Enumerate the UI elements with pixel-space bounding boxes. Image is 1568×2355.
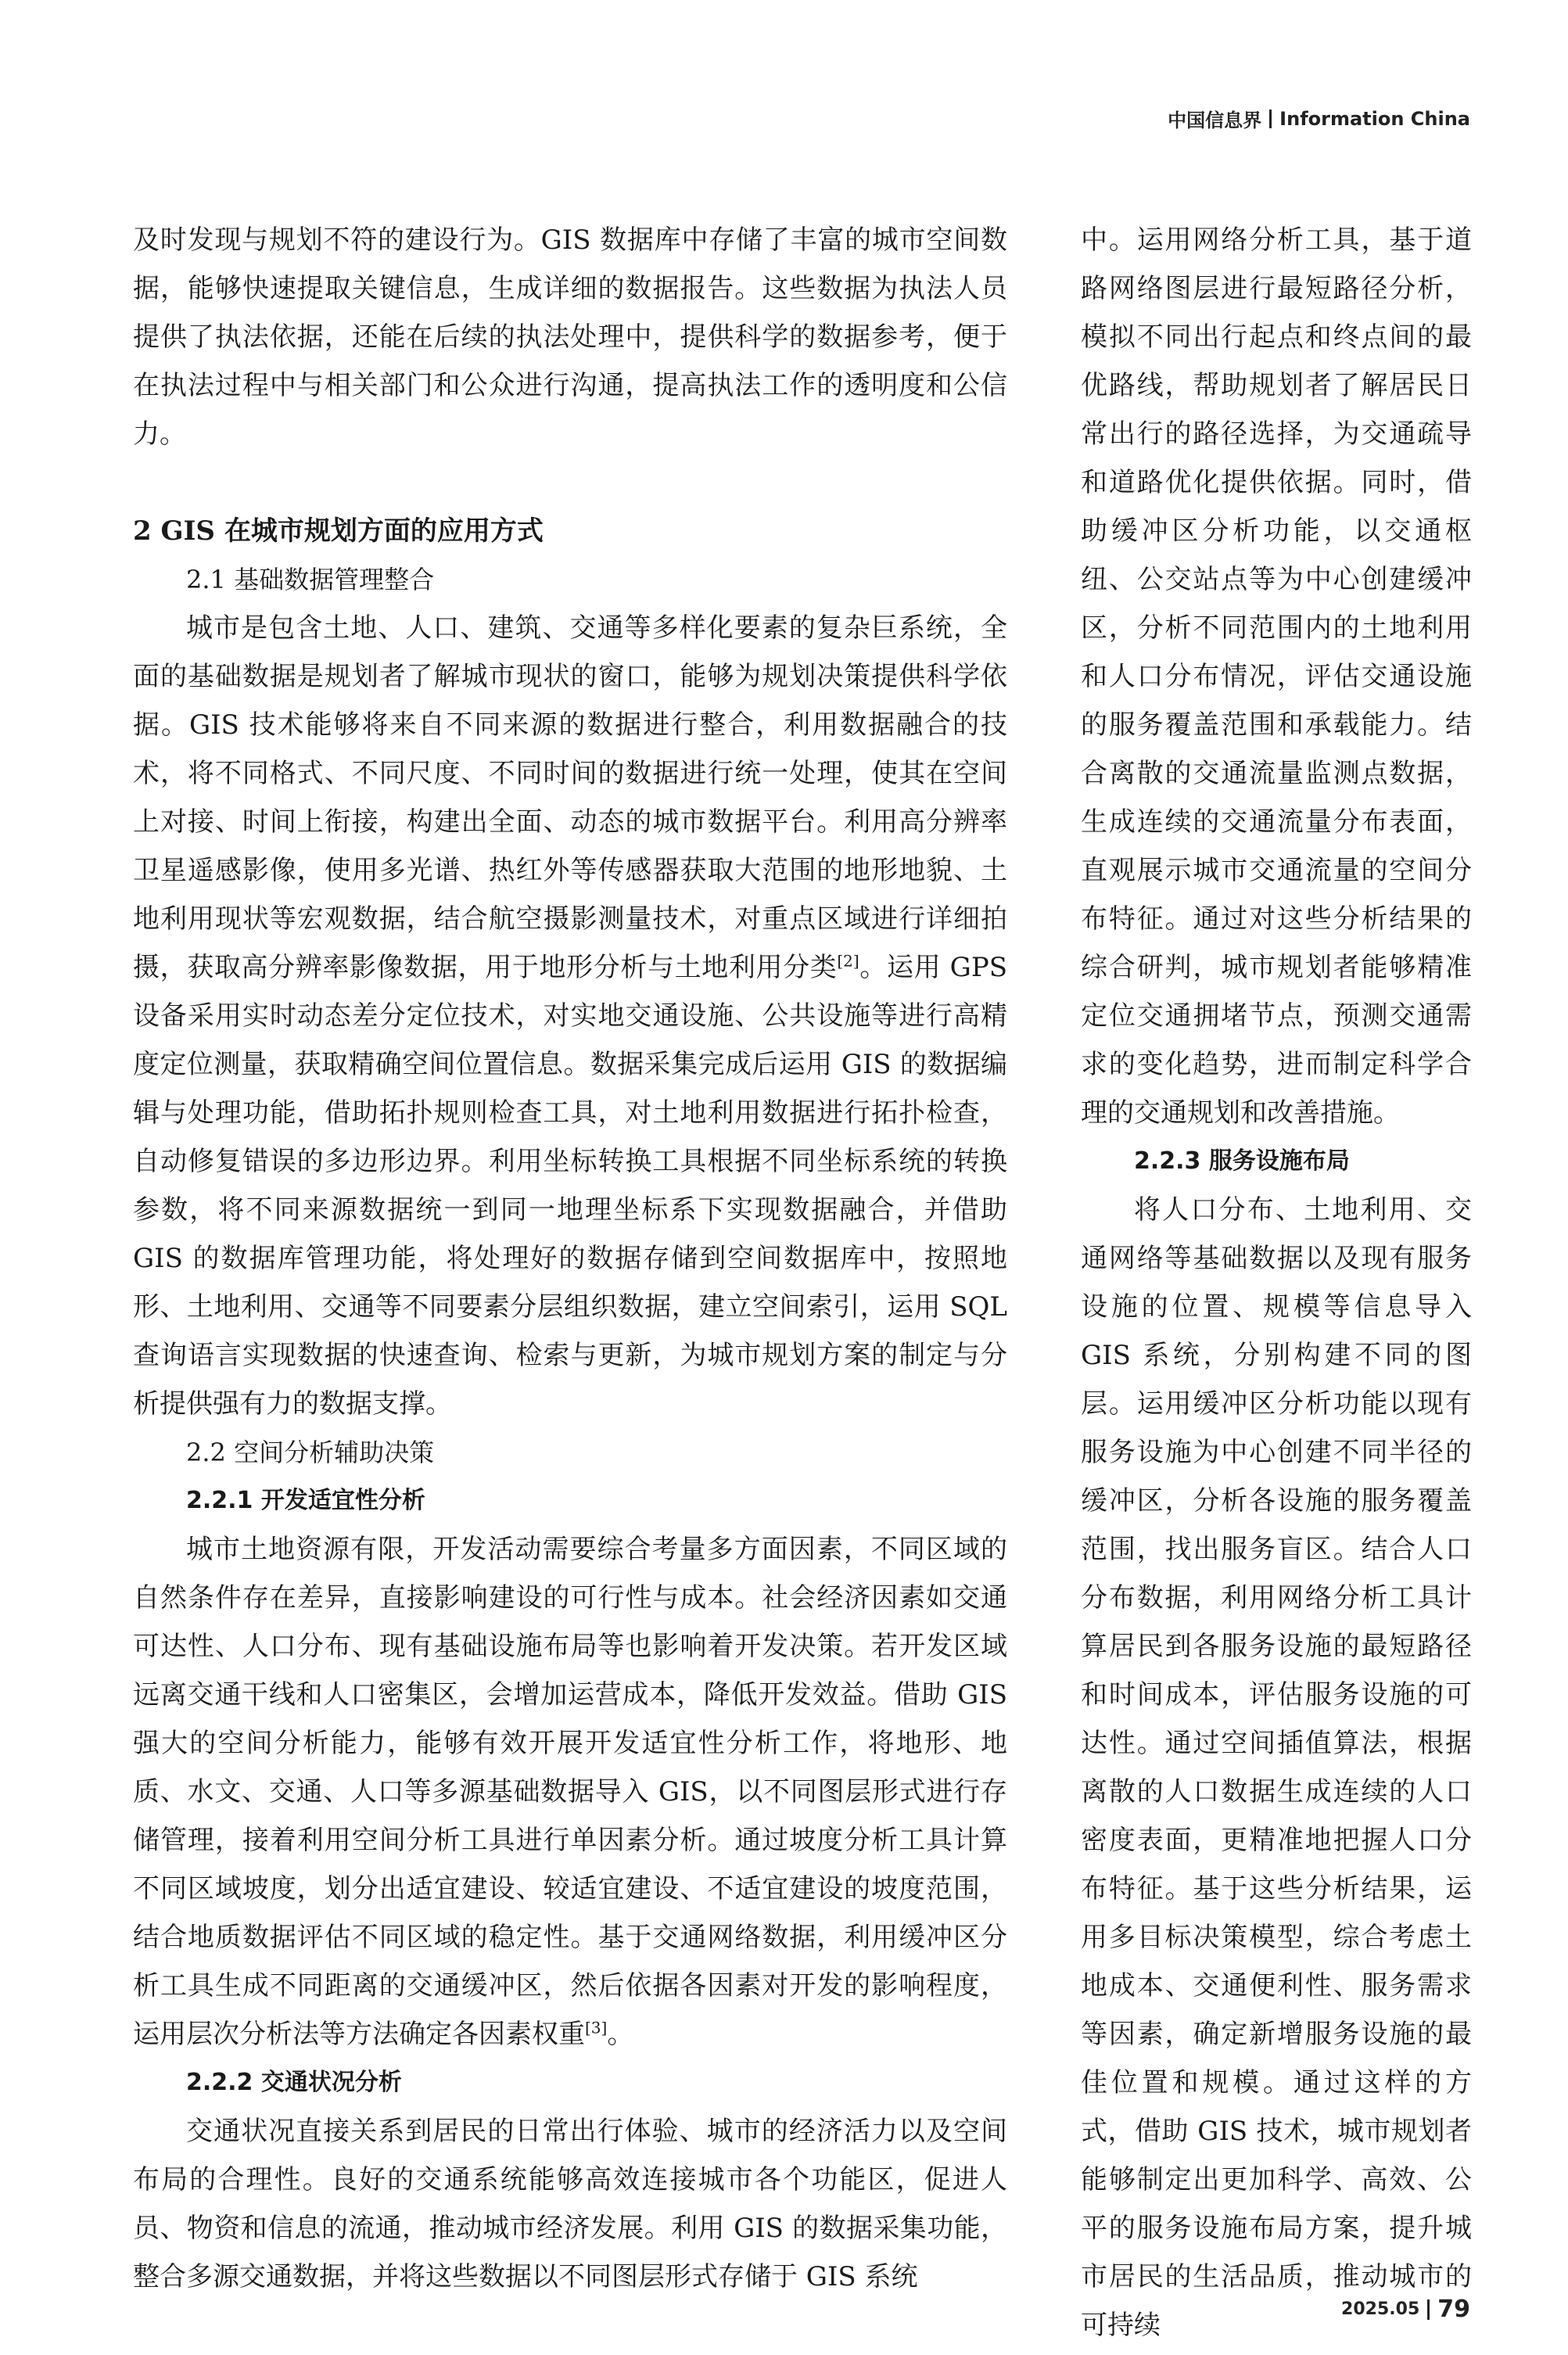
subsection-heading-2-1: 2.1 基础数据管理整合	[186, 565, 435, 594]
right-column	[1081, 216, 1472, 2350]
page-footer	[1341, 2296, 1470, 2323]
citation-3: [3]	[585, 2018, 608, 2037]
subsubsection-heading-2-2-3: 2.2.3 服务设施布局	[1134, 1147, 1350, 1175]
continued-paragraph: 及时发现与规划不符的建设行为。GIS 数据库中存储了丰富的城市空间数据，能够快速提取关键信息，生成详细的数据报告。这些数据为执法人员提供了执法依据，还能在后续的执法处理中，提供科学的数据参考，便于在执法过程中与相关部门和公众进行沟通，提高执法工作的透明度和公信力。	[133, 224, 1007, 450]
subsubsection-heading-2-2-1: 2.2.1 开发适宜性分析	[186, 1487, 425, 1514]
paragraph-service-facilities: 将人口分布、土地利用、交通网络等基础数据以及现有服务设施的位置、规模等信息导入 GIS 系统，分别构建不同的图层。运用缓冲区分析功能以现有服务设施为中心创建不同半径的缓冲区，分析各设施的服务覆盖范围，找出服务盲区。结合人口分布数据，利用网络分析工具计算居民到各服务设施的最短路径和时间成本，评估服务设施的可达性。通过空间插值算法，根据离散的人口数据生成连续的人口密度表面，更精准地把握人口分布特征。基于这些分析结果，运用多目标决策模型，综合考虑土地成本、交通便利性、服务需求等因素，确定新增服务设施的最佳位置和规模。通过这样的方式，借助 GIS 技术，城市规划者能够制定出更加科学、高效、公平的服务设施布局方案，提升城市居民的生活品质，推动城市的可持续	[1081, 1194, 1472, 2341]
journal-name-en: Information China	[1279, 107, 1470, 130]
left-column	[133, 216, 1007, 2301]
continued-paragraph-right: 中。运用网络分析工具，基于道路网络图层进行最短路径分析，模拟不同出行起点和终点间的最优路线，帮助规划者了解居民日常出行的路径选择，为交通疏导和道路优化提供依据。同时，借助缓冲区分析功能，以交通枢纽、公交站点等为中心创建缓冲区，分析不同范围内的土地利用和人口分布情况，评估交通设施的服务覆盖范围和承载能力。结合离散的交通流量监测点数据，生成连续的交通流量分布表面，直观展示城市交通流量的空间分布特征。通过对这些分析结果的综合研判，城市规划者能够精准定位交通拥堵节点，预测交通需求的变化趋势，进而制定科学合理的交通规划和改善措施。	[1081, 224, 1472, 1129]
subsection-heading-2-2: 2.2 空间分析辅助决策	[186, 1438, 435, 1467]
paragraph-suitability-analysis: 城市土地资源有限，开发活动需要综合考量多方面因素，不同区域的自然条件存在差异，直接影响建设的可行性与成本。社会经济因素如交通可达性、人口分布、现有基础设施布局等也影响着开发决策。若开发区域远离交通干线和人口密集区，会增加运营成本，降低开发效益。借助 GIS 强大的空间分析能力，能够有效开展开发适宜性分析工作，将地形、地质、水文、交通、人口等多源基础数据导入 GIS，以不同图层形式进行存储管理，接着利用空间分析工具进行单因素分析。通过坡度分析工具计算不同区域坡度，划分出适宜建设、较适宜建设、不适宜建设的坡度范围，结合地质数据评估不同区域的稳定性。基于交通网络数据，利用缓冲区分析工具生成不同距离的交通缓冲区，然后依据各因素对开发的影响程度，运用层次分析法等方法确定各因素权重[3]。	[133, 1534, 1007, 2050]
citation-2: [2]	[837, 951, 859, 971]
issue-number: 2025.05	[1341, 2299, 1420, 2319]
footer-divider	[1427, 2299, 1430, 2320]
page-number: 79	[1437, 2296, 1470, 2323]
paragraph-traffic-analysis: 交通状况直接关系到居民的日常出行体验、城市的经济活力以及空间布局的合理性。良好的交通系统能够高效连接城市各个功能区，促进人员、物资和信息的流通，推动城市经济发展。利用 GIS 的数据采集功能，整合多源交通数据，并将这些数据以不同图层形式存储于 GIS 系统	[133, 2116, 1007, 2292]
running-header	[1168, 105, 1470, 132]
paragraph-data-integration: 城市是包含土地、人口、建筑、交通等多样化要素的复杂巨系统，全面的基础数据是规划者了解城市现状的窗口，能够为规划决策提供科学依据。GIS 技术能够将来自不同来源的数据进行整合，利用数据融合的技术，将不同格式、不同尺度、不同时间的数据进行统一处理，使其在空间上对接、时间上衔接，构建出全面、动态的城市数据平台。利用高分辨率卫星遥感影像，使用多光谱、热红外等传感器获取大范围的地形地貌、土地利用现状等宏观数据，结合航空摄影测量技术，对重点区域进行详细拍摄，获取高分辨率影像数据，用于地形分析与土地利用分类[2]。运用 GPS 设备采用实时动态差分定位技术，对实地交通设施、公共设施等进行高精度定位测量，获取精确空间位置信息。数据采集完成后运用 GIS 的数据编辑与处理功能，借助拓扑规则检查工具，对土地利用数据进行拓扑检查，自动修复错误的多边形边界。利用坐标转换工具根据不同坐标系统的转换参数，将不同来源数据统一到同一地理坐标系下实现数据融合，并借助 GIS 的数据库管理功能，将处理好的数据存储到空间数据库中，按照地形、土地利用、交通等不同要素分层组织数据，建立空间索引，运用 SQL 查询语言实现数据的快速查询、检索与更新，为城市规划方案的制定与分析提供强有力的数据支撑。	[133, 612, 1008, 1420]
journal-name-cn: 中国信息界	[1168, 109, 1262, 131]
section-heading-2: 2 GIS 在城市规划方面的应用方式	[133, 515, 544, 547]
header-divider	[1269, 109, 1272, 128]
subsubsection-heading-2-2-2: 2.2.2 交通状况分析	[186, 2069, 402, 2096]
